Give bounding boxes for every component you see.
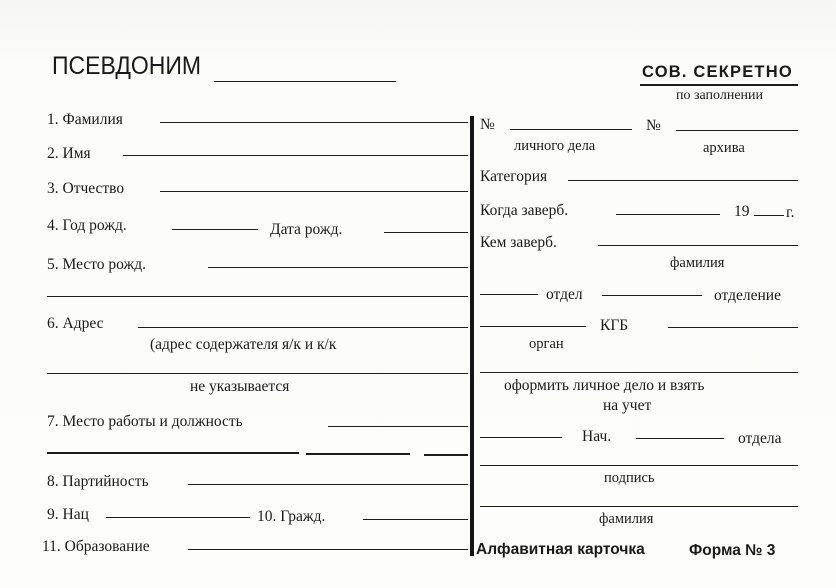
chief-name-field[interactable]: [480, 437, 562, 438]
address-field[interactable]: [138, 327, 468, 328]
education-label: 11. Образование: [42, 538, 150, 555]
name-field[interactable]: [123, 155, 468, 156]
category-field[interactable]: [568, 180, 798, 181]
signature-caption: подпись: [604, 470, 655, 486]
chief-surname-field[interactable]: [480, 506, 798, 507]
address-field-2[interactable]: [47, 373, 468, 374]
birth-year-field[interactable]: [172, 229, 258, 230]
no-sign-personal: №: [480, 116, 495, 133]
when-recruited-label: Когда заверб.: [480, 202, 569, 219]
patronymic-label: 3. Отчество: [47, 180, 125, 197]
birth-year-label: 4. Год рожд.: [47, 217, 127, 234]
party-label: 8. Партийность: [47, 473, 149, 490]
kgb-label: КГБ: [600, 317, 629, 334]
workplace-field-2c[interactable]: [424, 454, 468, 456]
instruction-line-2: на учет: [603, 397, 652, 414]
pseudonym-title: ПСЕВДОНИМ: [52, 52, 202, 80]
citizenship-label: 10. Гражд.: [257, 508, 326, 525]
not-specified-note: не указывается: [190, 378, 290, 395]
form-number-label: Форма № 3: [689, 542, 776, 559]
chief-surname-caption: фамилия: [599, 511, 654, 527]
year-prefix: 19: [734, 203, 750, 220]
workplace-label: 7. Место работы и должность: [47, 413, 243, 430]
recruitment-date-field[interactable]: [616, 214, 720, 215]
signature-field[interactable]: [480, 465, 798, 466]
column-divider: [470, 116, 474, 556]
instruction-line-1: оформить личное дело и взять: [504, 377, 705, 394]
recruiter-field[interactable]: [598, 245, 798, 246]
archive-number-field[interactable]: [676, 130, 798, 131]
category-label: Категория: [480, 168, 548, 185]
birth-place-label: 5. Место рожд.: [47, 256, 147, 273]
year-suffix: г.: [786, 204, 795, 221]
birth-date-label: Дата рожд.: [270, 221, 343, 238]
secrecy-underline: [640, 84, 798, 86]
section-label: отделение: [714, 287, 781, 304]
kgb-unit-field[interactable]: [668, 327, 798, 328]
chief-department-field[interactable]: [636, 438, 724, 439]
birth-date-field[interactable]: [384, 232, 468, 233]
surname-label: 1. Фамилия: [47, 111, 123, 128]
department-label: отдел: [546, 286, 583, 303]
secrecy-stamp: СОВ. СЕКРЕТНО: [642, 63, 793, 81]
no-sign-archive: №: [646, 117, 661, 134]
education-field[interactable]: [188, 549, 468, 550]
address-label: 6. Адрес: [47, 315, 104, 332]
recruiter-surname-caption: фамилия: [670, 255, 725, 271]
chief-label: Нач.: [582, 428, 612, 445]
organ-caption: орган: [529, 336, 564, 352]
party-field[interactable]: [188, 484, 468, 485]
birth-place-field-2[interactable]: [47, 296, 468, 297]
organ-field[interactable]: [480, 372, 798, 373]
recruitment-year-field[interactable]: [754, 215, 784, 216]
department-field[interactable]: [480, 294, 538, 295]
workplace-field[interactable]: [328, 426, 468, 427]
nationality-field[interactable]: [106, 517, 250, 518]
kgb-region-field[interactable]: [480, 326, 586, 327]
workplace-field-2a[interactable]: [47, 452, 299, 454]
who-recruited-label: Кем заверб.: [480, 234, 557, 251]
personal-file-caption: личного дела: [514, 138, 596, 154]
address-note: (адрес содержателя я/к и к/к: [150, 336, 337, 353]
personal-file-number-field[interactable]: [510, 129, 632, 130]
nationality-label: 9. Нац: [47, 506, 89, 523]
name-label: 2. Имя: [47, 145, 91, 162]
of-department-label: отдела: [738, 430, 782, 447]
card-type-label: Алфавитная карточка: [476, 541, 645, 558]
archive-caption: архива: [703, 140, 745, 156]
citizenship-field[interactable]: [363, 519, 468, 520]
patronymic-field[interactable]: [160, 191, 468, 192]
section-field[interactable]: [602, 295, 702, 296]
surname-field[interactable]: [160, 122, 468, 123]
birth-place-field[interactable]: [208, 267, 468, 268]
workplace-field-2b[interactable]: [306, 453, 410, 455]
pseudonym-line[interactable]: [214, 81, 396, 82]
secrecy-note: по заполнении: [676, 88, 764, 103]
